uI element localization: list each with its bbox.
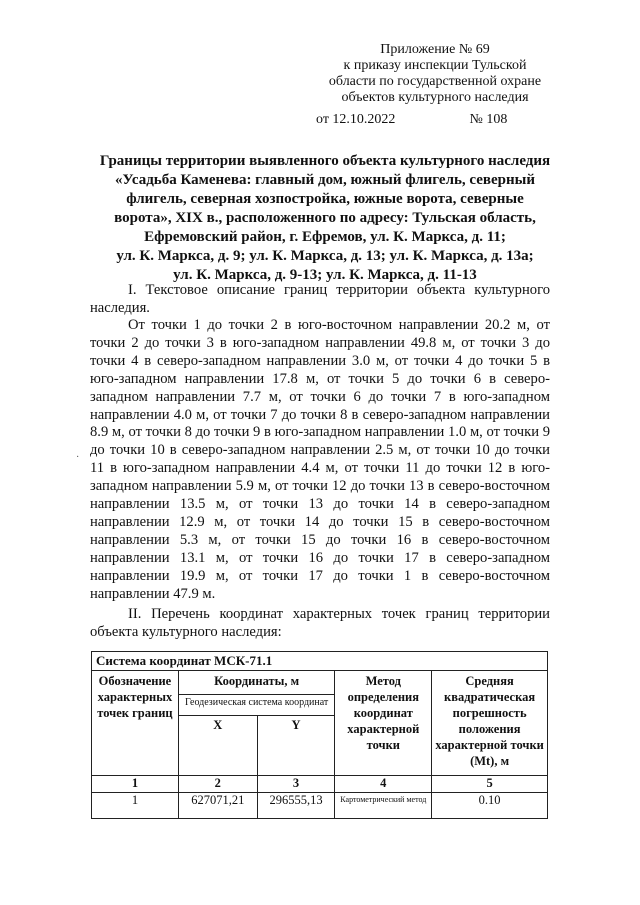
- title-line: «Усадьба Каменева: главный дом, южный флигель, северный: [114, 172, 536, 188]
- header-coordinates: Координаты, м: [178, 671, 335, 695]
- title-line: ул. К. Маркса, д. 9-13; ул. К. Маркса, д. 11-13: [173, 267, 477, 283]
- coordinate-system: Система координат МСК-71.1: [92, 652, 548, 671]
- header-designation: Обозначение характерных точек границ: [92, 671, 179, 776]
- header-x: X: [178, 716, 257, 776]
- table-numbering-row: [92, 776, 548, 793]
- header-y: Y: [257, 716, 335, 776]
- column-number: 1: [92, 776, 179, 793]
- header-method: Метод определения координат характерной точки: [335, 671, 432, 776]
- title-line: Границы территории выявленного объекта культурного наследия: [99, 153, 551, 169]
- column-number: 2: [178, 776, 257, 793]
- order-reference-line-1: к приказу инспекции Тульской: [343, 58, 527, 73]
- column-number: 4: [335, 776, 432, 793]
- mean-square-error: 0.10: [432, 793, 548, 819]
- title-line: ворота», XIX в., расположенного по адресу: Тульская область,: [114, 210, 536, 226]
- title-line: ул. К. Маркса, д. 9; ул. К. Маркса, д. 13; ул. К. Маркса, д. 13а;: [116, 248, 534, 264]
- table-header-row: [92, 671, 548, 695]
- table-caption-row: [92, 652, 548, 671]
- title-line: флигель, северная хозпостройка, южные ворота, северные: [126, 191, 524, 207]
- document-title: [80, 152, 570, 285]
- column-number: 3: [257, 776, 335, 793]
- order-date: от 12.10.2022: [316, 112, 396, 127]
- column-number: 5: [432, 776, 548, 793]
- y-coordinate: 296555,13: [257, 793, 335, 819]
- section-2-heading: II. Перечень координат характерных точек границ территории объекта культурного наследия:: [90, 606, 550, 640]
- appendix-block: [300, 42, 570, 106]
- determination-method: Картометрический метод: [335, 793, 432, 819]
- header-geodetic-system: Геодезическая система координат: [178, 694, 335, 715]
- order-date-line: [316, 112, 507, 128]
- order-number: № 108: [469, 112, 508, 127]
- title-line: Ефремовский район, г. Ефремов, ул. К. Маркса, д. 11;: [144, 229, 506, 245]
- coordinates-table: [91, 651, 548, 819]
- boundary-description-text: От точки 1 до точки 2 в юго-восточном направлении 20.2 м, от точки 2 до точки 3 в юго-западном направлении 49.8 м, от точки 3 до точки 4 в северо-западном направлении 3.0 м, от точки 4 до точки 5 в юго-западном направлении 17.8 м, от точки 5 до точки 6 в северо-западном направлении 7.7 м, от точки 6 до точки 7 в юго-западном направлении 4.0 м, от точки 7 до точки 8 в северо-западном направлении 8.9 м, от точки 8 до точки 9 в юго-западном направлении 1.0 м, от точки 9 до точки 10 в северо-западном направлении 2.5 м, от точки 10 до точки 11 в юго-западном направлении 4.4 м, от точки 11 до точки 12 в юго-западном направлении 5.9 м, от точки 12 до точки 13 в северо-восточном направлении 13.5 м, от точки 13 до точки 14 в северо-западном направлении 12.9 м, от точки 14 до точки 15 в северо-восточном направлении 5.3 м, от точки 15 до точки 16 в северо-восточном направлении 13.1 м, от точки 16 до точки 17 в северо-западном направлении 19.9 м, от точки 17 до точки 1 в северо-восточном направлении 47.9 м.: [90, 317, 550, 602]
- boundary-description: [90, 317, 550, 604]
- header-error: Средняя квадратическая погрешность положения характерной точки (Mt), м: [432, 671, 548, 776]
- table-row: [92, 793, 548, 819]
- order-reference-line-3: объектов культурного наследия: [341, 90, 529, 105]
- appendix-number: Приложение № 69: [380, 42, 490, 57]
- section-1-heading: I. Текстовое описание границ территории объекта культурного наследия.: [90, 282, 550, 316]
- x-coordinate: 627071,21: [178, 793, 257, 819]
- point-number: 1: [92, 793, 179, 819]
- scan-dot-mark: ·: [76, 452, 80, 463]
- order-reference-line-2: области по государственной охране: [328, 74, 542, 89]
